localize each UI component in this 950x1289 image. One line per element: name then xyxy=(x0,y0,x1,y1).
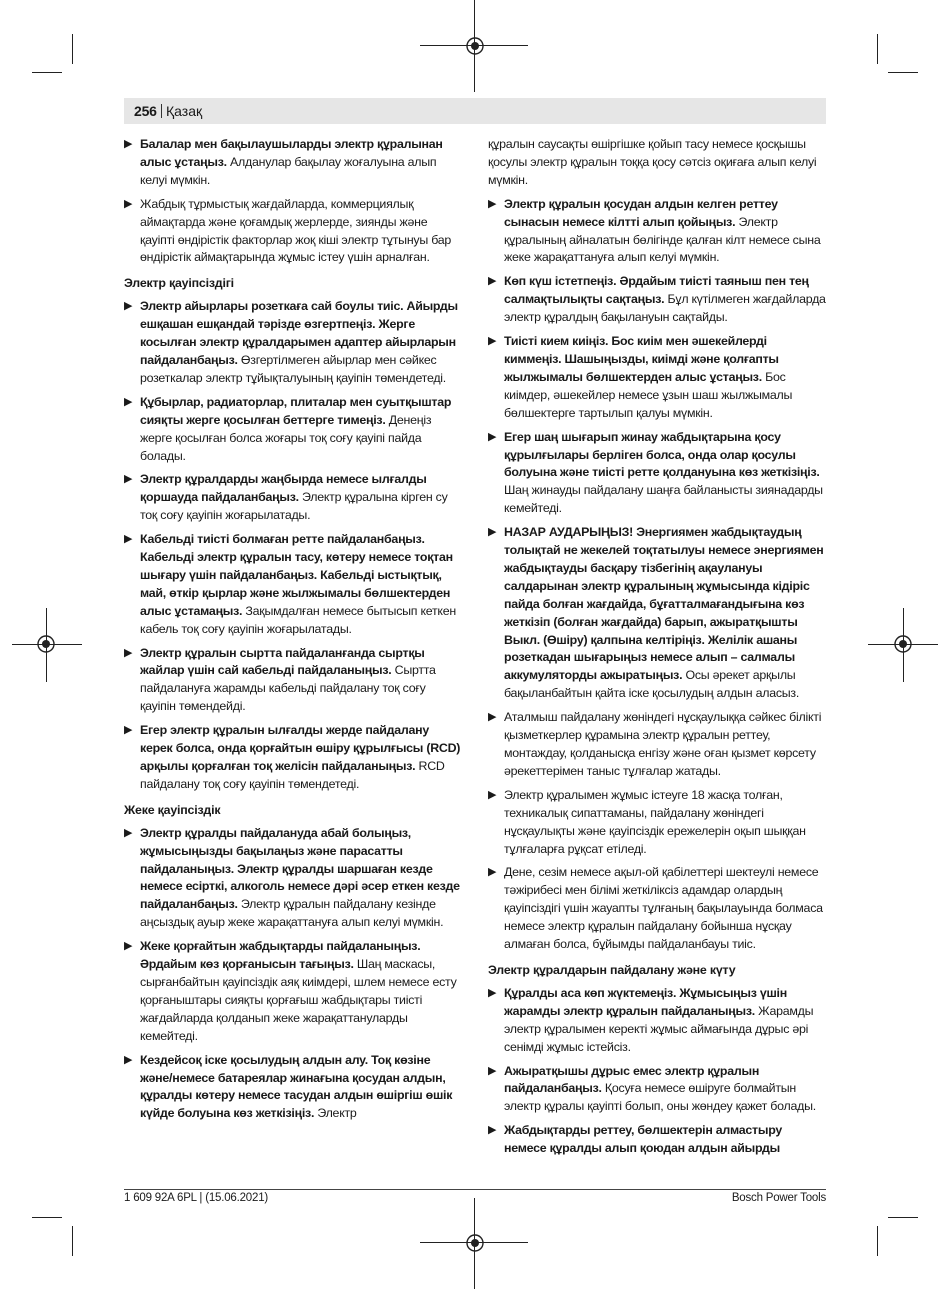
list-item xyxy=(488,1063,827,1117)
item-text: Электр xyxy=(314,1106,357,1121)
bullet-triangle-icon: ▶ xyxy=(488,1064,497,1077)
electrical-safety-list xyxy=(124,298,463,794)
list-item xyxy=(124,722,463,794)
list-item xyxy=(488,196,827,268)
bullet-triangle-icon: ▶ xyxy=(488,430,497,443)
crop-mark-bottom-left-v xyxy=(72,1226,73,1256)
header-band xyxy=(124,98,826,124)
page-number: 256 xyxy=(134,103,157,119)
list-item xyxy=(488,1122,827,1158)
item-bold-text: Құбырлар, радиаторлар, плиталар мен суытқыштар сияқты жерге қосылған беттерге тимеңіз. xyxy=(140,394,452,427)
bullet-triangle-icon: ▶ xyxy=(488,275,497,288)
item-bold-text: Тиісті кием киіңіз. Бос киім мен әшекейлерді киммеңіз. Шашыңызды, киімді және қолғапты жылжымалы бөлшектерден алыс ұстаңыз. xyxy=(504,334,779,384)
list-item xyxy=(124,298,463,388)
bullet-triangle-icon: ▶ xyxy=(124,533,133,546)
registration-mark-bottom xyxy=(465,1233,485,1253)
bullet-triangle-icon: ▶ xyxy=(124,1053,133,1066)
right-column xyxy=(488,136,827,1164)
item-bold-text: Жабдықтарды реттеу, бөлшектерін алмастыру немесе құралды алып қоюдан алдын айырды xyxy=(504,1123,783,1156)
item-bold-text: Электр құралын қосудан алдын келген реттеу сынасын немесе кілтті алып қойыңыз. xyxy=(504,196,778,229)
item-bold-text: Құралды аса көп жүктемеңіз. Жұмысыңыз үшін жарамды электр құралын пайдаланыңыз. xyxy=(504,985,787,1018)
item-text: Шаң маскасы, сырғанбайтын қауіпсіздік аяқ киімдері, шлем немесе есту қорғаныштары сияқты қорғағыш жабдықтары тиісті жағдайларда қолданып жеке жарақаттануларды кемейтеді. xyxy=(140,957,457,1043)
item-bold-text: Электр құралдарды жаңбырда немесе ылғалды қоршауда пайдаланбаңыз. xyxy=(140,472,427,505)
item-bold-text: Электр құралды пайдалануда абай болыңыз, жұмысыңызды бақылаңыз және парасатты пайдаланыңыз. Электр құралды шаршаған кезде немесе есірткі, алкоголь немесе дәрі әсер еткен кезде пайдаланбаңыз. xyxy=(140,825,460,912)
bullet-triangle-icon: ▶ xyxy=(488,197,497,210)
item-bold-text: Электр құралын сыртта пайдаланғанда сыртқы жайлар үшін сай кабельді пайдаланыңыз. xyxy=(140,645,425,678)
registration-mark-left xyxy=(36,634,56,654)
bullet-triangle-icon: ▶ xyxy=(488,986,497,999)
item-text: Сыртта пайдалануға жарамды кабельді пайдалану тоқ соғу қауіпін төмендейді. xyxy=(140,663,436,714)
item-text: Аталмыш пайдалану жөніндегі нұсқаулыққа сәйкес білікті қызметкерлер құрамына электр құралын реттеу, монтаждау, қолданысқа енгізу және оған қызмет көрсету әрекеттерімен таныс тұлғалар жатады. xyxy=(504,710,822,778)
item-text: Осы әрекет арқылы бақыланбайтын қайта іске қосылудың алдын аласыз. xyxy=(504,668,800,701)
item-text: Денеңіз жерге қосылған болса жоғары тоқ соғу қауіпі пайда болады. xyxy=(140,412,432,463)
list-item xyxy=(488,333,827,423)
item-bold-text: Көп күш істетпеңіз. Әрдайым тиісті таяныш пен тең салмақтылықты сақтаңыз. xyxy=(504,274,809,307)
list-item xyxy=(124,938,463,1045)
crop-mark-top-right-h xyxy=(888,72,918,73)
registration-mark-right xyxy=(893,634,913,654)
item-text: Шаң жинауды пайдалану шаңға байланысты зиянадарды кемейтеді. xyxy=(504,483,823,516)
electrical-safety-heading: Электр қауіпсіздігі xyxy=(124,276,234,291)
item-text: Дене, сезім немесе ақыл-ой қабілеттері шектеулі немесе тәжірибесі мен білімі жеткіліксіз адамдар олардың қауіпсіздігі үшін жауапты тұлғаның бақылауында болмаса немесе электр құралын пайдалану бойынша нұсқау алмаған болса, бұйымды пайдаланбауы тиіс. xyxy=(504,865,823,952)
list-item xyxy=(124,531,463,638)
item-text: Электр құралына кірген су тоқ соғу қауіпін жоғарылатады. xyxy=(140,490,448,523)
item-text: Электр құралының айналатын бөлігінде қалған кілт немесе сына жеке жарақаттануға алып келуі мүмкін. xyxy=(504,214,821,265)
bullet-triangle-icon: ▶ xyxy=(488,866,497,879)
list-item xyxy=(124,645,463,717)
footer-rule xyxy=(124,1189,826,1190)
item-text: Қосуға немесе өшіруге болмайтын электр құралы қауіпті болып, оны жөндеу қажет болады. xyxy=(504,1081,816,1114)
list-item xyxy=(488,864,827,954)
tool-use-list xyxy=(488,985,827,1158)
crop-mark-bottom-right-v xyxy=(877,1226,878,1256)
item-text: Зақымдалған немесе бытысып кеткен кабель тоқ соғу қауіпін жоғарылатады. xyxy=(140,603,456,636)
list-item xyxy=(488,985,827,1057)
bullet-triangle-icon: ▶ xyxy=(488,711,497,724)
item-text: Жарамды электр құралымен керекті жұмыс аймағында дұрыс әрі сенімді жұмыс істейсіз. xyxy=(504,1003,814,1054)
list-item xyxy=(124,825,463,932)
bullet-triangle-icon: ▶ xyxy=(124,138,133,150)
tool-use-heading: Электр құралдарын пайдалану және күту xyxy=(488,962,736,977)
item-bold-text: Электр айырлары розеткаға сай боулы тиіс. Айырды ешқашан ешқандай тәрізде өзгертпеңіз. Жерге косылған электр құралдарымен адаптер айырларын пайдаланбаңыз. xyxy=(140,299,458,367)
continuation-text: құралын саусақты өшіргішке қойып тасу немесе қосқышы қосулы электр құралын тоққа қосу сәтсіз оқиғаға алып келуі мүмкін. xyxy=(488,137,817,187)
list-item xyxy=(124,196,463,268)
crop-mark-top-right-v xyxy=(877,34,878,64)
crop-mark-top-left-v xyxy=(72,34,73,64)
bullet-triangle-icon: ▶ xyxy=(124,300,133,313)
bullet-triangle-icon: ▶ xyxy=(124,473,133,486)
item-text: Өзгертілмеген айырлар мен сәйкес розеткалар электр тұйықталуының қауіпін төмендетеді. xyxy=(140,352,447,385)
list-item xyxy=(124,394,463,466)
item-bold-text: Ажыратқышы дұрыс емес электр құралын пайдаланбаңыз. xyxy=(504,1063,760,1096)
item-bold-text: Егер шаң шығарып жинау жабдықтарына қосу құрылғылары берліген болса, онда олар қосулы болуына және тиісті ретте қолдануына көз жеткізіңіз. xyxy=(504,429,820,480)
item-text: RCD пайдалану тоқ соғу қауіпін төмендетеді. xyxy=(140,759,445,791)
list-item xyxy=(488,273,827,327)
item-text: Жабдық тұрмыстық жағдайларда, коммерциялық аймақтарда және қоғамдық жерлерде, зиянды және қауіпті өндірістік факторлар жоқ кіші электр тұтынуы бар өндірістік аймақтарында жұмыс істеу үшін арналған. xyxy=(140,196,452,265)
bullet-triangle-icon: ▶ xyxy=(488,1124,497,1137)
bullet-triangle-icon: ▶ xyxy=(124,197,133,210)
list-item xyxy=(124,136,463,190)
registration-mark-top xyxy=(465,36,485,56)
item-text: Электр құралын пайдалану кезінде аңсыздық ауыр жеке жарақаттануға алып келуі мүмкін. xyxy=(140,897,444,930)
bullet-triangle-icon: ▶ xyxy=(488,788,497,801)
item-bold-text: Балалар мен бақылаушыларды электр құралынан алыс ұстаңыз. xyxy=(140,137,443,169)
list-item xyxy=(488,429,827,519)
left-column xyxy=(124,136,463,1129)
item-bold-text: НАЗАР АУДАРЫҢЫЗ! Энергиямен жабдықтаудың толықтай не жекелей тоқтатылуы немесе энергиямен жабдықтауды басқару тізбегінің ақаулануы салдарынан электр құралының жұмысында кідіріс пайда болған жағдайда, бұғатталмағандығына көз жеткізіп (болған жағдайда) барып, ажыратқышты Выкл. (Өшіру) қалпына келтіріңіз. Желілік ашаны розеткадан шығарыңыз немесе алып – салмалы аккумуляторды ажыратыңыз. xyxy=(504,525,824,683)
item-bold-text: Егер электр құралын ылғалды жерде пайдалану керек болса, онда қорғайтын өшіру құрылғысы (RCD) арқылы қорғалған тоқ желісін пайдаланыңыз. xyxy=(140,723,461,773)
left-top-items xyxy=(124,136,463,190)
footer-doc-code: 1 609 92A 6PL | (15.06.2021) xyxy=(124,1192,269,1204)
left-top-plain xyxy=(124,196,463,268)
header-separator xyxy=(161,104,162,118)
bullet-triangle-icon: ▶ xyxy=(488,335,497,348)
crop-mark-top-left-h xyxy=(32,72,62,73)
list-item xyxy=(488,787,827,859)
bullet-triangle-icon: ▶ xyxy=(488,526,497,539)
item-text: Алданулар бақылау жоғалуына алып келуі мүмкін. xyxy=(140,154,437,187)
item-bold-text: Кездейсоқ іске қосылудың алдын алу. Тоқ көзіне және/немесе батареялар жинағына қосудан алдын, құралды көтеру немесе тасудан алдын өшіргіш өшік күйде болуына көз жеткізіңіз. xyxy=(140,1052,453,1121)
bullet-triangle-icon: ▶ xyxy=(124,395,133,408)
item-bold-text: Жеке қорғайтын жабдықтарды пайдаланыңыз. Әрдайым көз қорғанысын тағыңыз. xyxy=(140,939,421,972)
crop-mark-bottom-right-h xyxy=(888,1217,918,1218)
crop-mark-bottom-left-h xyxy=(32,1217,62,1218)
right-safety-list xyxy=(488,196,827,954)
bullet-triangle-icon: ▶ xyxy=(124,646,133,659)
list-item xyxy=(124,1052,463,1124)
footer-brand: Bosch Power Tools xyxy=(731,1192,826,1204)
bullet-triangle-icon: ▶ xyxy=(124,724,133,737)
bullet-triangle-icon: ▶ xyxy=(124,826,133,839)
list-item xyxy=(488,524,827,703)
bullet-triangle-icon: ▶ xyxy=(124,940,133,953)
item-text: Электр құралымен жұмыс істеуге 18 жасқа толған, техникалық сипаттаманы, пайдалану жөніндегі нұсқаулықты және қауіпсіздік ережелерін оқып шыққан тұлғаларға рұқсат етіледі. xyxy=(504,787,806,856)
list-item xyxy=(488,709,827,781)
item-text: Бұл күтілмеген жағдайларда электр құралдың бақылануын сақтайды. xyxy=(504,292,826,325)
item-bold-text: Кабельді тиісті болмаған ретте пайдаланбаңыз. Кабельді электр құралын тасу, көтеру немесе тоқтан шығару үшін пайдаланбаңыз. Кабельді ыстықтық, май, өткір қырлар және жылжымалы бөлшектерден алыс ұстамаңыз. xyxy=(140,532,453,618)
personal-safety-heading: Жеке қауіпсіздік xyxy=(124,802,221,817)
header-language: Қазақ xyxy=(166,103,203,119)
personal-safety-list xyxy=(124,825,463,1124)
item-text: Бос киімдер, әшекейлер немесе ұзын шаш жылжымалы бөлшектерге тартылып қалуы мүмкін. xyxy=(504,369,793,420)
list-item xyxy=(124,471,463,525)
